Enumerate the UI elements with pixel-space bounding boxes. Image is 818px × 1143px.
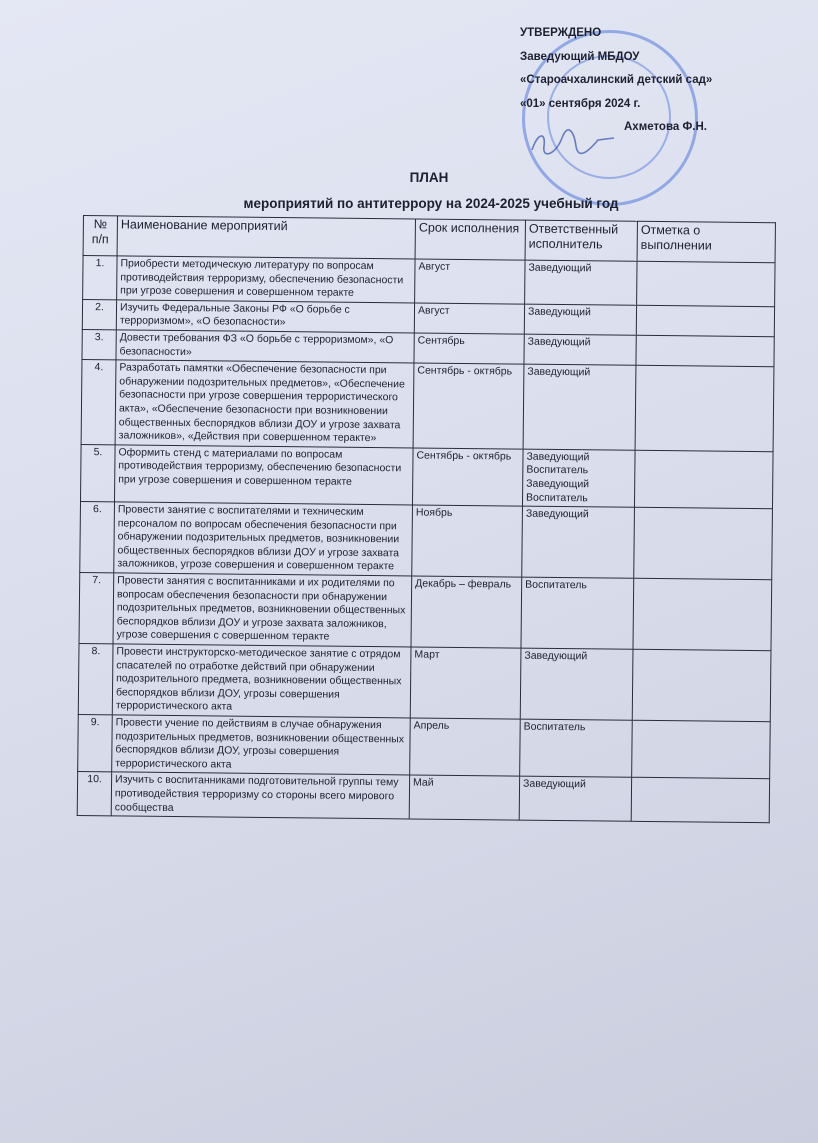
row-mark	[637, 261, 775, 306]
responsible-person: Заведующий	[528, 261, 592, 275]
row-responsible	[525, 260, 637, 305]
approval-block	[520, 22, 740, 140]
row-activity: Провести учение по действиям в случае обнаружения подозрительных предметов, возникновении общественных беспорядков вблизи ДОУ, угрозы совершения террористического акта	[112, 715, 411, 775]
row-responsible	[524, 334, 636, 365]
responsible-person: Воспитатель	[523, 720, 586, 734]
row-mark	[634, 450, 773, 509]
row-number: 8.	[78, 644, 113, 715]
row-responsible	[520, 648, 633, 720]
row-activity: Провести занятие с воспитателями и техническим персоналом по вопросам обеспечения безопасности при обнаружении подозрительных предметов, возникновении общественных беспорядков вблизи ДОУ и угрозе захвата заложников, угрозе совершения и совершенном теракте	[114, 502, 413, 576]
row-mark	[636, 305, 774, 337]
row-responsible	[523, 364, 636, 450]
row-number: 6.	[80, 502, 115, 573]
table-row	[80, 444, 773, 509]
responsible-person: Заведующий	[527, 365, 591, 379]
responsible-person: Воспитатель	[526, 491, 588, 504]
row-mark	[632, 720, 771, 779]
row-number: 5.	[80, 444, 115, 502]
row-term: Сентябрь - октябрь	[412, 448, 523, 507]
row-term: Август	[415, 259, 525, 304]
row-term: Март	[410, 647, 521, 719]
responsible-person: Воспитатель	[526, 463, 589, 477]
row-responsible	[521, 577, 634, 649]
row-activity: Изучить с воспитанниками подготовительной группы тему противодействия терроризму со стороны всего мирового сообщества	[111, 772, 409, 819]
row-term: Ноябрь	[412, 505, 523, 577]
table-row	[81, 360, 774, 452]
responsible-person: Заведующий	[525, 507, 589, 521]
row-term: Август	[414, 303, 524, 334]
row-activity: Изучить Федеральные Законы РФ «О борьбе с терроризмом», «О безопасности»	[116, 300, 414, 333]
responsible-person: Заведующий	[526, 477, 590, 491]
row-term: Май	[409, 775, 519, 820]
row-mark	[634, 507, 773, 579]
row-number: 10.	[77, 772, 111, 816]
row-number: 2.	[82, 299, 116, 330]
responsible-person: Заведующий	[523, 778, 586, 791]
row-activity: Оформить стенд с материалами по вопросам противодействия терроризму, обеспечению безопасности при угрозе совершения и совершенном теракте	[114, 445, 413, 505]
row-term: Сентябрь - октябрь	[413, 363, 524, 449]
row-responsible	[524, 304, 636, 335]
row-activity: Провести инструкторско-методическое занятие с отрядом спасателей по отработке действий при обнаружении подозрительного предмета, возникновении общественных беспорядков вблизи ДОУ, угрозы совершения террористического акта	[112, 644, 411, 718]
approval-date: «01» сентября 2024 г.	[520, 97, 641, 110]
row-term: Сентябрь	[414, 333, 524, 364]
table-row	[78, 714, 771, 779]
table-row	[78, 644, 771, 722]
row-responsible	[519, 776, 631, 821]
document-subtitle: мероприятий по антитеррору на 2024-2025 учебный год	[243, 196, 619, 211]
approval-position: Заведующий МБДОУ	[520, 50, 640, 63]
header-num: № п/п	[83, 216, 117, 256]
row-responsible	[522, 506, 635, 578]
responsible-person: Заведующий	[526, 450, 590, 464]
row-mark	[631, 778, 769, 823]
row-responsible	[522, 449, 635, 508]
row-number: 1.	[83, 256, 117, 300]
table-row	[83, 256, 775, 307]
row-activity: Приобрести методическую литературу по вопросам противодействия терроризму, обеспечению безопасности при угрозе совершения и совершенном теракте	[117, 256, 415, 303]
table-row	[79, 573, 772, 651]
responsible-person: Заведующий	[527, 335, 591, 349]
table-row	[80, 502, 773, 580]
approval-heading: УТВЕРЖДЕНО	[520, 27, 602, 39]
row-number: 7.	[79, 573, 114, 644]
approval-organization: «Староачхалинский детский сад»	[520, 74, 713, 86]
header-name: Наименование мероприятий	[117, 216, 415, 259]
row-activity: Провести занятия с воспитанниками и их родителями по вопросам обеспечения безопасности при обнаружении подозрительных предметов, возникновении общественных беспорядков вблизи ДОУ и угрозе захвата заложников, угрозе совершения с совершенном теракте	[113, 573, 412, 647]
row-mark	[636, 335, 774, 367]
row-term: Апрель	[410, 718, 521, 777]
header-responsible: Ответственный исполнитель	[525, 220, 637, 261]
header-mark: Отметка о выполнении	[637, 221, 775, 262]
row-activity: Довести требования ФЗ «О борьбе с терроризмом», «О безопасности»	[116, 330, 414, 363]
row-number: 3.	[82, 329, 116, 360]
row-number: 9.	[78, 714, 113, 772]
row-responsible	[520, 719, 633, 778]
row-number: 4.	[81, 360, 116, 445]
approval-signer: Ахметова Ф.Н.	[624, 121, 707, 133]
row-mark	[635, 365, 774, 451]
row-activity: Разработать памятки «Обеспечение безопасности при обнаружении подозрительных предметов», «Обеспечение безопасности при угрозе совершения террористического акта», «Обеспечение безопасности при возникновении общественных беспорядков вблизи ДОУ и угрозе захвата заложников», «Действия при совершенном теракте»	[115, 360, 414, 448]
document-title: ПЛАН	[409, 170, 449, 185]
header-term: Срок исполнения	[415, 219, 525, 260]
row-term: Декабрь – февраль	[411, 576, 522, 648]
row-mark	[632, 649, 771, 721]
responsible-person: Заведующий	[524, 649, 588, 663]
table-row	[77, 772, 769, 823]
plan-table	[77, 215, 776, 823]
responsible-person: Заведующий	[527, 305, 591, 319]
responsible-person: Воспитатель	[525, 578, 587, 592]
row-mark	[633, 578, 772, 650]
